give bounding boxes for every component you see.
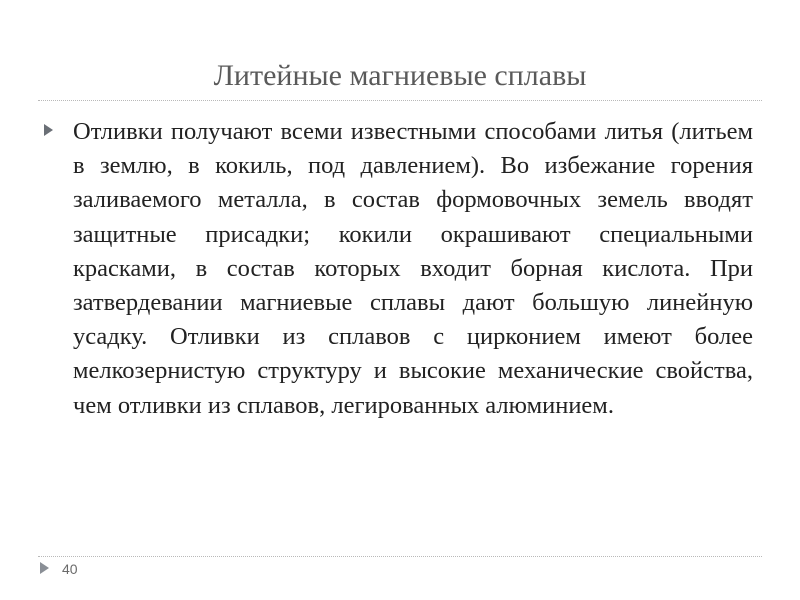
- footer-triangle-icon: [40, 562, 49, 574]
- title-divider: [38, 100, 762, 101]
- bullet-triangle-icon: [44, 124, 53, 136]
- page-number: 40: [62, 561, 78, 577]
- bullet-text: Отливки получают всеми известными способами литья (литьем в землю, в кокиль, под давлением). Во избежание горения заливаемого металла, в состав формовочных земель вводят защитные присадки; кокили окрашивают специальными красками, в состав которых входит борная кислота. При затвердевании магниевые сплавы дают большую линейную усадку. Отливки из сплавов с цирконием имеют более мелкозернистую структуру и высокие механические свойства, чем отливки из сплавов, легированных алюминием.: [73, 118, 753, 419]
- footer-divider: [38, 556, 762, 557]
- slide-title: Литейные магниевые сплавы: [213, 59, 587, 92]
